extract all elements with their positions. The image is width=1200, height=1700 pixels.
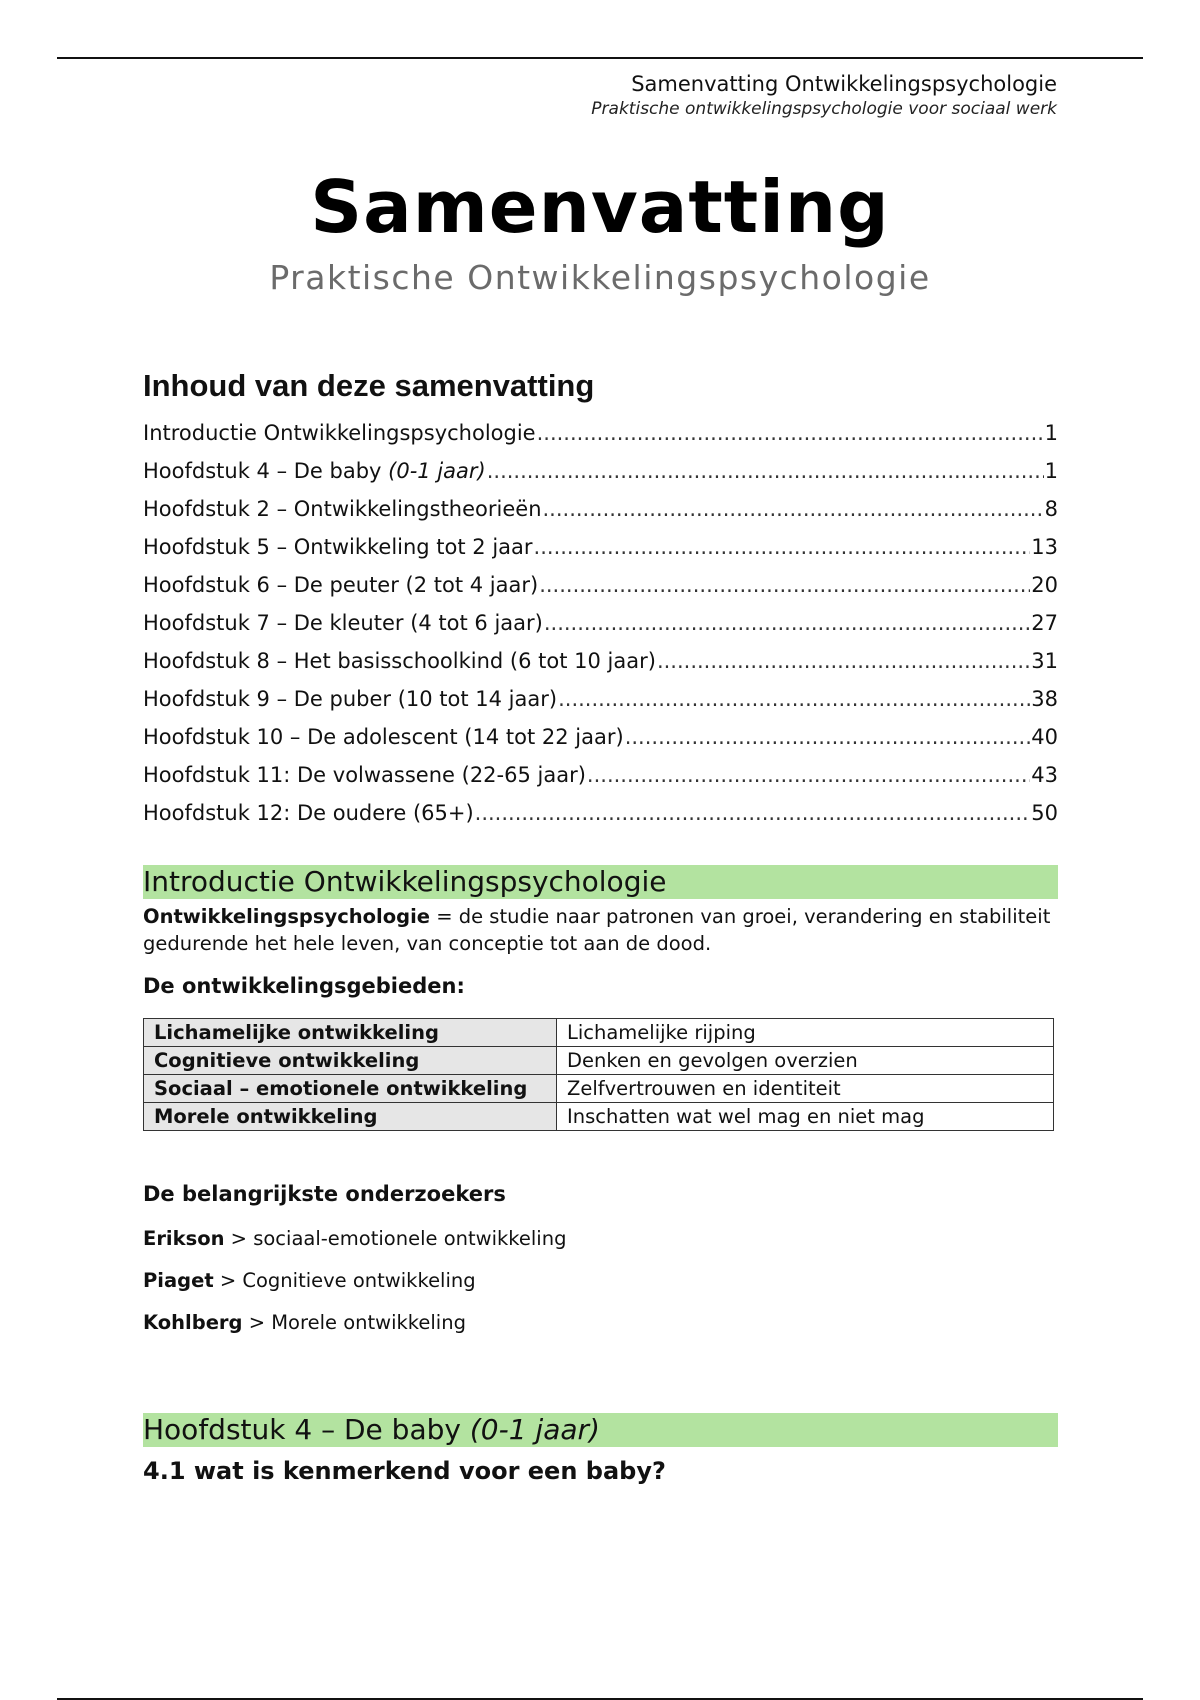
- header-rule: [57, 57, 1143, 59]
- toc-entry[interactable]: [143, 456, 1058, 494]
- toc-leader: [558, 684, 1030, 714]
- toc-heading: Inhoud van deze samenvatting: [143, 368, 595, 403]
- list-item: [143, 1225, 1058, 1267]
- toc-entry-label: Hoofdstuk 12: De oudere (65+): [143, 801, 474, 825]
- areas-heading: De ontwikkelingsgebieden:: [143, 974, 465, 998]
- toc-leader: [487, 456, 1044, 486]
- toc-leader: [657, 646, 1030, 676]
- toc-entry-label: Hoofdstuk 4 – De baby (0-1 jaar): [143, 459, 486, 483]
- toc-entry-label: Hoofdstuk 8 – Het basisschoolkind (6 tot 10 jaar): [143, 649, 656, 673]
- running-header-title: Samenvatting Ontwikkelingspsychologie: [631, 72, 1057, 96]
- toc-entry[interactable]: [143, 418, 1058, 456]
- toc-entry[interactable]: [143, 532, 1058, 570]
- toc-entry-label: Hoofdstuk 11: De volwassene (22-65 jaar): [143, 763, 586, 787]
- researchers-list: [143, 1225, 1058, 1351]
- researcher-name: Erikson: [143, 1227, 225, 1250]
- toc-page-number: 1: [1044, 459, 1058, 483]
- toc-entry-label: Hoofdstuk 6 – De peuter (2 tot 4 jaar): [143, 573, 539, 597]
- toc-leader: [587, 760, 1030, 790]
- area-description: Inschatten wat wel mag en niet mag: [557, 1103, 1054, 1131]
- list-item: [143, 1309, 1058, 1351]
- toc-entry-label: Introductie Ontwikkelingspsychologie: [143, 421, 536, 445]
- document-title: Samenvatting: [310, 165, 890, 249]
- section-heading-chapter4: Hoofdstuk 4 – De baby (0-1 jaar): [143, 1413, 1058, 1447]
- toc-leader: [534, 532, 1031, 562]
- table-row: [144, 1047, 1054, 1075]
- definition-term: Ontwikkelingspsychologie: [143, 905, 430, 928]
- area-description: Zelfvertrouwen en identiteit: [557, 1075, 1054, 1103]
- toc-entry[interactable]: [143, 684, 1058, 722]
- area-description: Lichamelijke rijping: [557, 1019, 1054, 1047]
- toc-entry[interactable]: [143, 798, 1058, 836]
- toc-leader: [625, 722, 1031, 752]
- toc-entry[interactable]: [143, 646, 1058, 684]
- list-item: [143, 1267, 1058, 1309]
- toc-page-number: 8: [1044, 497, 1058, 521]
- toc-entry[interactable]: [143, 608, 1058, 646]
- toc-page-number: 40: [1031, 725, 1058, 749]
- toc-page-number: 13: [1031, 535, 1058, 559]
- document-subtitle: Praktische Ontwikkelingspsychologie: [269, 258, 931, 297]
- area-name: Morele ontwikkeling: [144, 1103, 557, 1131]
- toc-page-number: 50: [1031, 801, 1058, 825]
- section-heading-intro: Introductie Ontwikkelingspsychologie: [143, 865, 1058, 899]
- table-row: [144, 1075, 1054, 1103]
- toc-entry-label: Hoofdstuk 7 – De kleuter (4 tot 6 jaar): [143, 611, 543, 635]
- table-row: [144, 1019, 1054, 1047]
- area-name: Cognitieve ontwikkeling: [144, 1047, 557, 1075]
- toc-entry[interactable]: [143, 722, 1058, 760]
- toc-leader: [475, 798, 1031, 828]
- running-header-subtitle: Praktische ontwikkelingspsychologie voor sociaal werk: [591, 99, 1057, 119]
- toc-entry[interactable]: [143, 494, 1058, 532]
- toc-entry-label: Hoofdstuk 9 – De puber (10 tot 14 jaar): [143, 687, 558, 711]
- table-row: [144, 1103, 1054, 1131]
- development-areas-table: [143, 1018, 1054, 1131]
- area-name: Sociaal – emotionele ontwikkeling: [144, 1075, 557, 1103]
- toc-leader: [537, 418, 1044, 448]
- toc-page-number: 38: [1031, 687, 1058, 711]
- researcher-field: > sociaal-emotionele ontwikkeling: [224, 1227, 567, 1250]
- running-header: [591, 70, 1057, 120]
- researcher-name: Kohlberg: [143, 1311, 243, 1334]
- toc-entry[interactable]: [143, 570, 1058, 608]
- toc-page-number: 43: [1031, 763, 1058, 787]
- toc-leader: [539, 570, 1030, 600]
- table-of-contents: [143, 418, 1058, 836]
- subsection-heading: 4.1 wat is kenmerkend voor een baby?: [143, 1457, 666, 1485]
- toc-page-number: 20: [1031, 573, 1058, 597]
- researchers-heading: De belangrijkste onderzoekers: [143, 1182, 506, 1206]
- area-name: Lichamelijke ontwikkeling: [144, 1019, 557, 1047]
- researcher-field: > Morele ontwikkeling: [242, 1311, 466, 1334]
- researcher-field: > Cognitieve ontwikkeling: [213, 1269, 476, 1292]
- researcher-name: Piaget: [143, 1269, 214, 1292]
- toc-page-number: 31: [1031, 649, 1058, 673]
- toc-entry-label: Hoofdstuk 5 – Ontwikkeling tot 2 jaar: [143, 535, 533, 559]
- definition-text: = de studie naar patronen van groei, verandering en stabiliteit gedurende het hele leven, van conceptie tot aan de dood.: [143, 905, 1051, 955]
- toc-page-number: 27: [1031, 611, 1058, 635]
- toc-page-number: 1: [1044, 421, 1058, 445]
- toc-leader: [544, 608, 1030, 638]
- toc-entry-label: Hoofdstuk 2 – Ontwikkelingstheorieën: [143, 497, 542, 521]
- toc-leader: [543, 494, 1044, 524]
- area-description: Denken en gevolgen overzien: [557, 1047, 1054, 1075]
- toc-entry-label: Hoofdstuk 10 – De adolescent (14 tot 22 jaar): [143, 725, 624, 749]
- toc-entry[interactable]: [143, 760, 1058, 798]
- definition-paragraph: [143, 903, 1058, 957]
